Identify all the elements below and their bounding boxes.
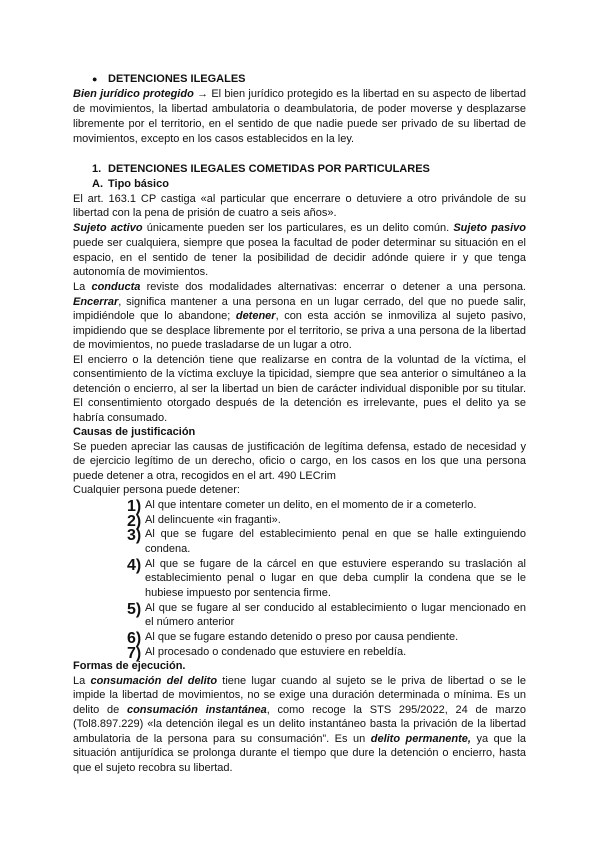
list-item-4-line-2: establecimiento penal o lugar en que deba cumplir la condena que se le [145,572,526,584]
causas-title: Causas de justificación [73,426,196,438]
list-item-4-line-3: hubiese impuesto por sentencia firme. [145,587,331,599]
sujeto-line-4: autonomía de movimientos. [73,266,209,278]
formas-line-3: delito de consumación instantánea, como recoge la STS 295/2022, 24 de marzo [73,704,526,716]
subsection-a-letter: A. [92,178,103,190]
subsection-a-title: Tipo básico [108,178,169,190]
conducta-line-3: impidiéndole que lo abandone; detener, con esta acción se inmoviliza al sujeto pasivo, [73,310,526,322]
list-item-5-line-2: el número anterior [145,616,235,628]
intro-line-1: Bien jurídico protegido → El bien jurídico protegido es la libertad en su aspecto de libertad [73,88,527,100]
list-number-4: 4) [127,557,142,574]
intro-line-3: libremente por el territorio, en el sentido de que nadie puede ser privado de su libertad de [73,118,526,130]
list-number-5: 5) [127,601,142,618]
sujeto-line-2: puede ser cualquiera, siempre que posea la facultad de poder determinar su situación en el [73,237,526,249]
encierro-line-5: habría consumado. [73,412,168,424]
formas-line-6: situación antijurídica se prolonga durante el tiempo que dure la detención o encierro, hasta [73,747,526,759]
formas-title: Formas de ejecución. [73,660,186,672]
sujeto-line-1: Sujeto activo únicamente pueden ser los particulares, es un delito común. Sujeto pasivo [73,222,526,234]
bullet-icon: ● [92,74,98,84]
causas-line-1: Se pueden apreciar las causas de justificación de legítima defensa, estado de necesidad y [73,441,526,453]
encierro-line-1: El encierro o la detención tiene que realizarse en contra de la voluntad de la víctima, el [73,354,526,366]
encierro-line-3: detención o encierro, al ser la libertad un bien de carácter individual disponible por su titular. [73,383,526,395]
formas-line-5: ambulatoria de la persona para su consumación”. Es un delito permanente, ya que la [73,733,527,745]
causas-line-2: de ejercicio legítimo de un derecho, oficio o cargo, en los casos en los que una persona [73,455,526,467]
list-item-4-line-1: Al que se fugare de la cárcel en que estuviere esperando su traslación al [145,558,526,570]
conducta-line-2: Encerrar, significa mantener a una persona en un lugar cerrado, del que no puede salir, [73,296,526,308]
list-number-1: 1) [127,498,142,515]
conducta-line-5: de movimientos, no puede trasladarse de un lugar a otro. [73,339,352,351]
encierro-line-2: consentimiento de la víctima excluye la tipicidad, siempre que sea anterior o simultáneo a la [73,368,526,380]
list-item-7-line-1: Al procesado o condenado que estuviere en rebeldía. [145,646,407,658]
sujeto-line-3: espacio, en el sentido de tener la posibilidad de decidir adónde quiere ir y que tenga [73,252,526,264]
list-number-3: 3) [127,527,142,544]
encierro-line-4: El consentimiento otorgado después de la detención es irrelevante, pues el delito ya se [73,397,526,409]
tipo-line-2: libertad con la pena de prisión de cuatro a seis años». [73,207,337,219]
tipo-line-1: El art. 163.1 CP castiga «al particular que encerrare o detuviere a otro privándole de su [73,193,526,205]
list-item-6-line-1: Al que se fugare estando detenido o preso por causa pendiente. [145,631,459,643]
intro-line-4: movimientos, excepto en los casos establecidos en la ley. [73,133,355,145]
formas-line-4: (Tol8.897.229) «la detención ilegal es un delito instantáneo basta la privación de la libertad [73,718,526,730]
list-item-1-line-1: Al que intentare cometer un delito, en el momento de ir a cometerlo. [145,499,477,511]
conducta-line-4: impidiendo que se desplace libremente por el territorio, se priva a una persona de la libertad [73,325,526,337]
conducta-line-1: La conducta reviste dos modalidades alternativas: encerrar o detener a una persona. [73,281,526,293]
list-item-3-line-2: condena. [145,543,191,555]
causas-line-3: puede detener a otra, recogidos en el art. 490 LECrim [73,470,336,482]
list-number-2: 2) [127,513,142,530]
list-number-6: 6) [127,630,142,647]
list-item-3-line-1: Al que se fugare del establecimiento penal en que se halle extinguiendo [145,528,526,540]
formas-line-2: impide la libertad de movimientos, no se exige una duración determinada o mínima. Es un [73,689,526,701]
list-item-2-line-1: Al delincuente «in fraganti». [145,514,281,526]
formas-line-1: La consumación del delito tiene lugar cuando al sujeto se le priva de libertad o se le [73,675,526,687]
causas-line-4: Cualquier persona puede detener: [73,484,240,496]
main-heading: DETENCIONES ILEGALES [108,73,246,85]
formas-line-7: que el sujeto recobra su libertad. [73,762,233,774]
section-1-number: 1. [92,163,102,175]
list-item-5-line-1: Al que se fugare al ser conducido al establecimiento o lugar mencionado en [145,602,526,614]
intro-line-2: de movimientos, la libertad ambulatoria o deambulatoria, de poder moverse y desplazarse [73,103,526,115]
section-1-title: DETENCIONES ILEGALES COMETIDAS POR PARTICULARES [108,163,430,175]
list-number-7: 7) [127,645,142,662]
